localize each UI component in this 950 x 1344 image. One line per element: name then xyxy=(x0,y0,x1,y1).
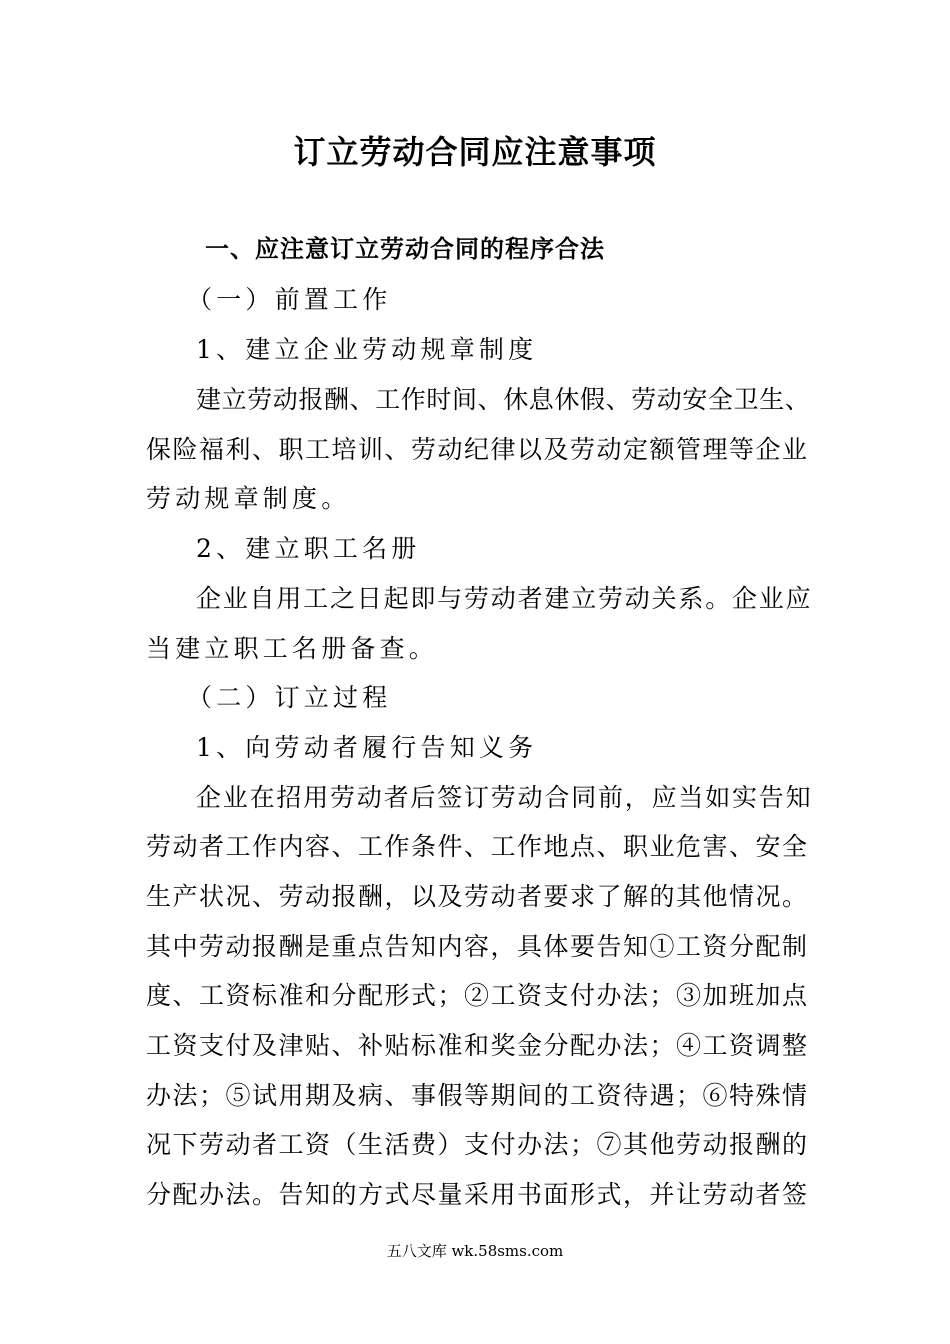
paragraph-line: 办法；⑤试用期及病、事假等期间的工资待遇；⑥特殊情 xyxy=(146,1081,809,1110)
document-title: 订立劳动合同应注意事项 xyxy=(293,133,657,171)
item-heading-1: 1、建立企业劳动规章制度 xyxy=(196,335,538,364)
paragraph-line: 当建立职工名册备查。 xyxy=(146,634,439,663)
paragraph-line: 劳动规章制度。 xyxy=(146,484,351,513)
paragraph-line: 保险福利、职工培训、劳动纪律以及劳动定额管理等企业 xyxy=(146,435,809,464)
subsection-heading-2: （二）订立过程 xyxy=(187,683,392,712)
paragraph-line: 企业自用工之日起即与劳动者建立劳动关系。企业应 xyxy=(196,584,813,613)
paragraph-line: 建立劳动报酬、工作时间、休息休假、劳动安全卫生、 xyxy=(196,385,811,414)
paragraph-line: 分配办法。告知的方式尽量采用书面形式，并让劳动者签 xyxy=(146,1180,809,1209)
item-heading-2: 2、建立职工名册 xyxy=(196,534,421,563)
subsection-heading-1: （一）前置工作 xyxy=(187,285,392,314)
paragraph-line: 其中劳动报酬是重点告知内容，具体要告知①工资分配制 xyxy=(146,932,809,961)
paragraph-line: 生产状况、劳动报酬，以及劳动者要求了解的其他情况。 xyxy=(146,882,809,911)
paragraph-line: 况下劳动者工资（生活费）支付办法；⑦其他劳动报酬的 xyxy=(146,1130,809,1159)
paragraph-line: 劳动者工作内容、工作条件、工作地点、职业危害、安全 xyxy=(146,832,809,861)
paragraph-line: 度、工资标准和分配形式；②工资支付办法；③加班加点 xyxy=(146,981,809,1010)
paragraph-line: 企业在招用劳动者后签订劳动合同前，应当如实告知 xyxy=(196,783,813,812)
section-heading-1: 一、应注意订立劳动合同的程序合法 xyxy=(205,235,605,263)
paragraph-line: 工资支付及津贴、补贴标准和奖金分配办法；④工资调整 xyxy=(146,1031,809,1060)
item-heading-3: 1、向劳动者履行告知义务 xyxy=(196,733,538,762)
page-footer: 五八文库 wk.58sms.com xyxy=(386,1242,564,1260)
